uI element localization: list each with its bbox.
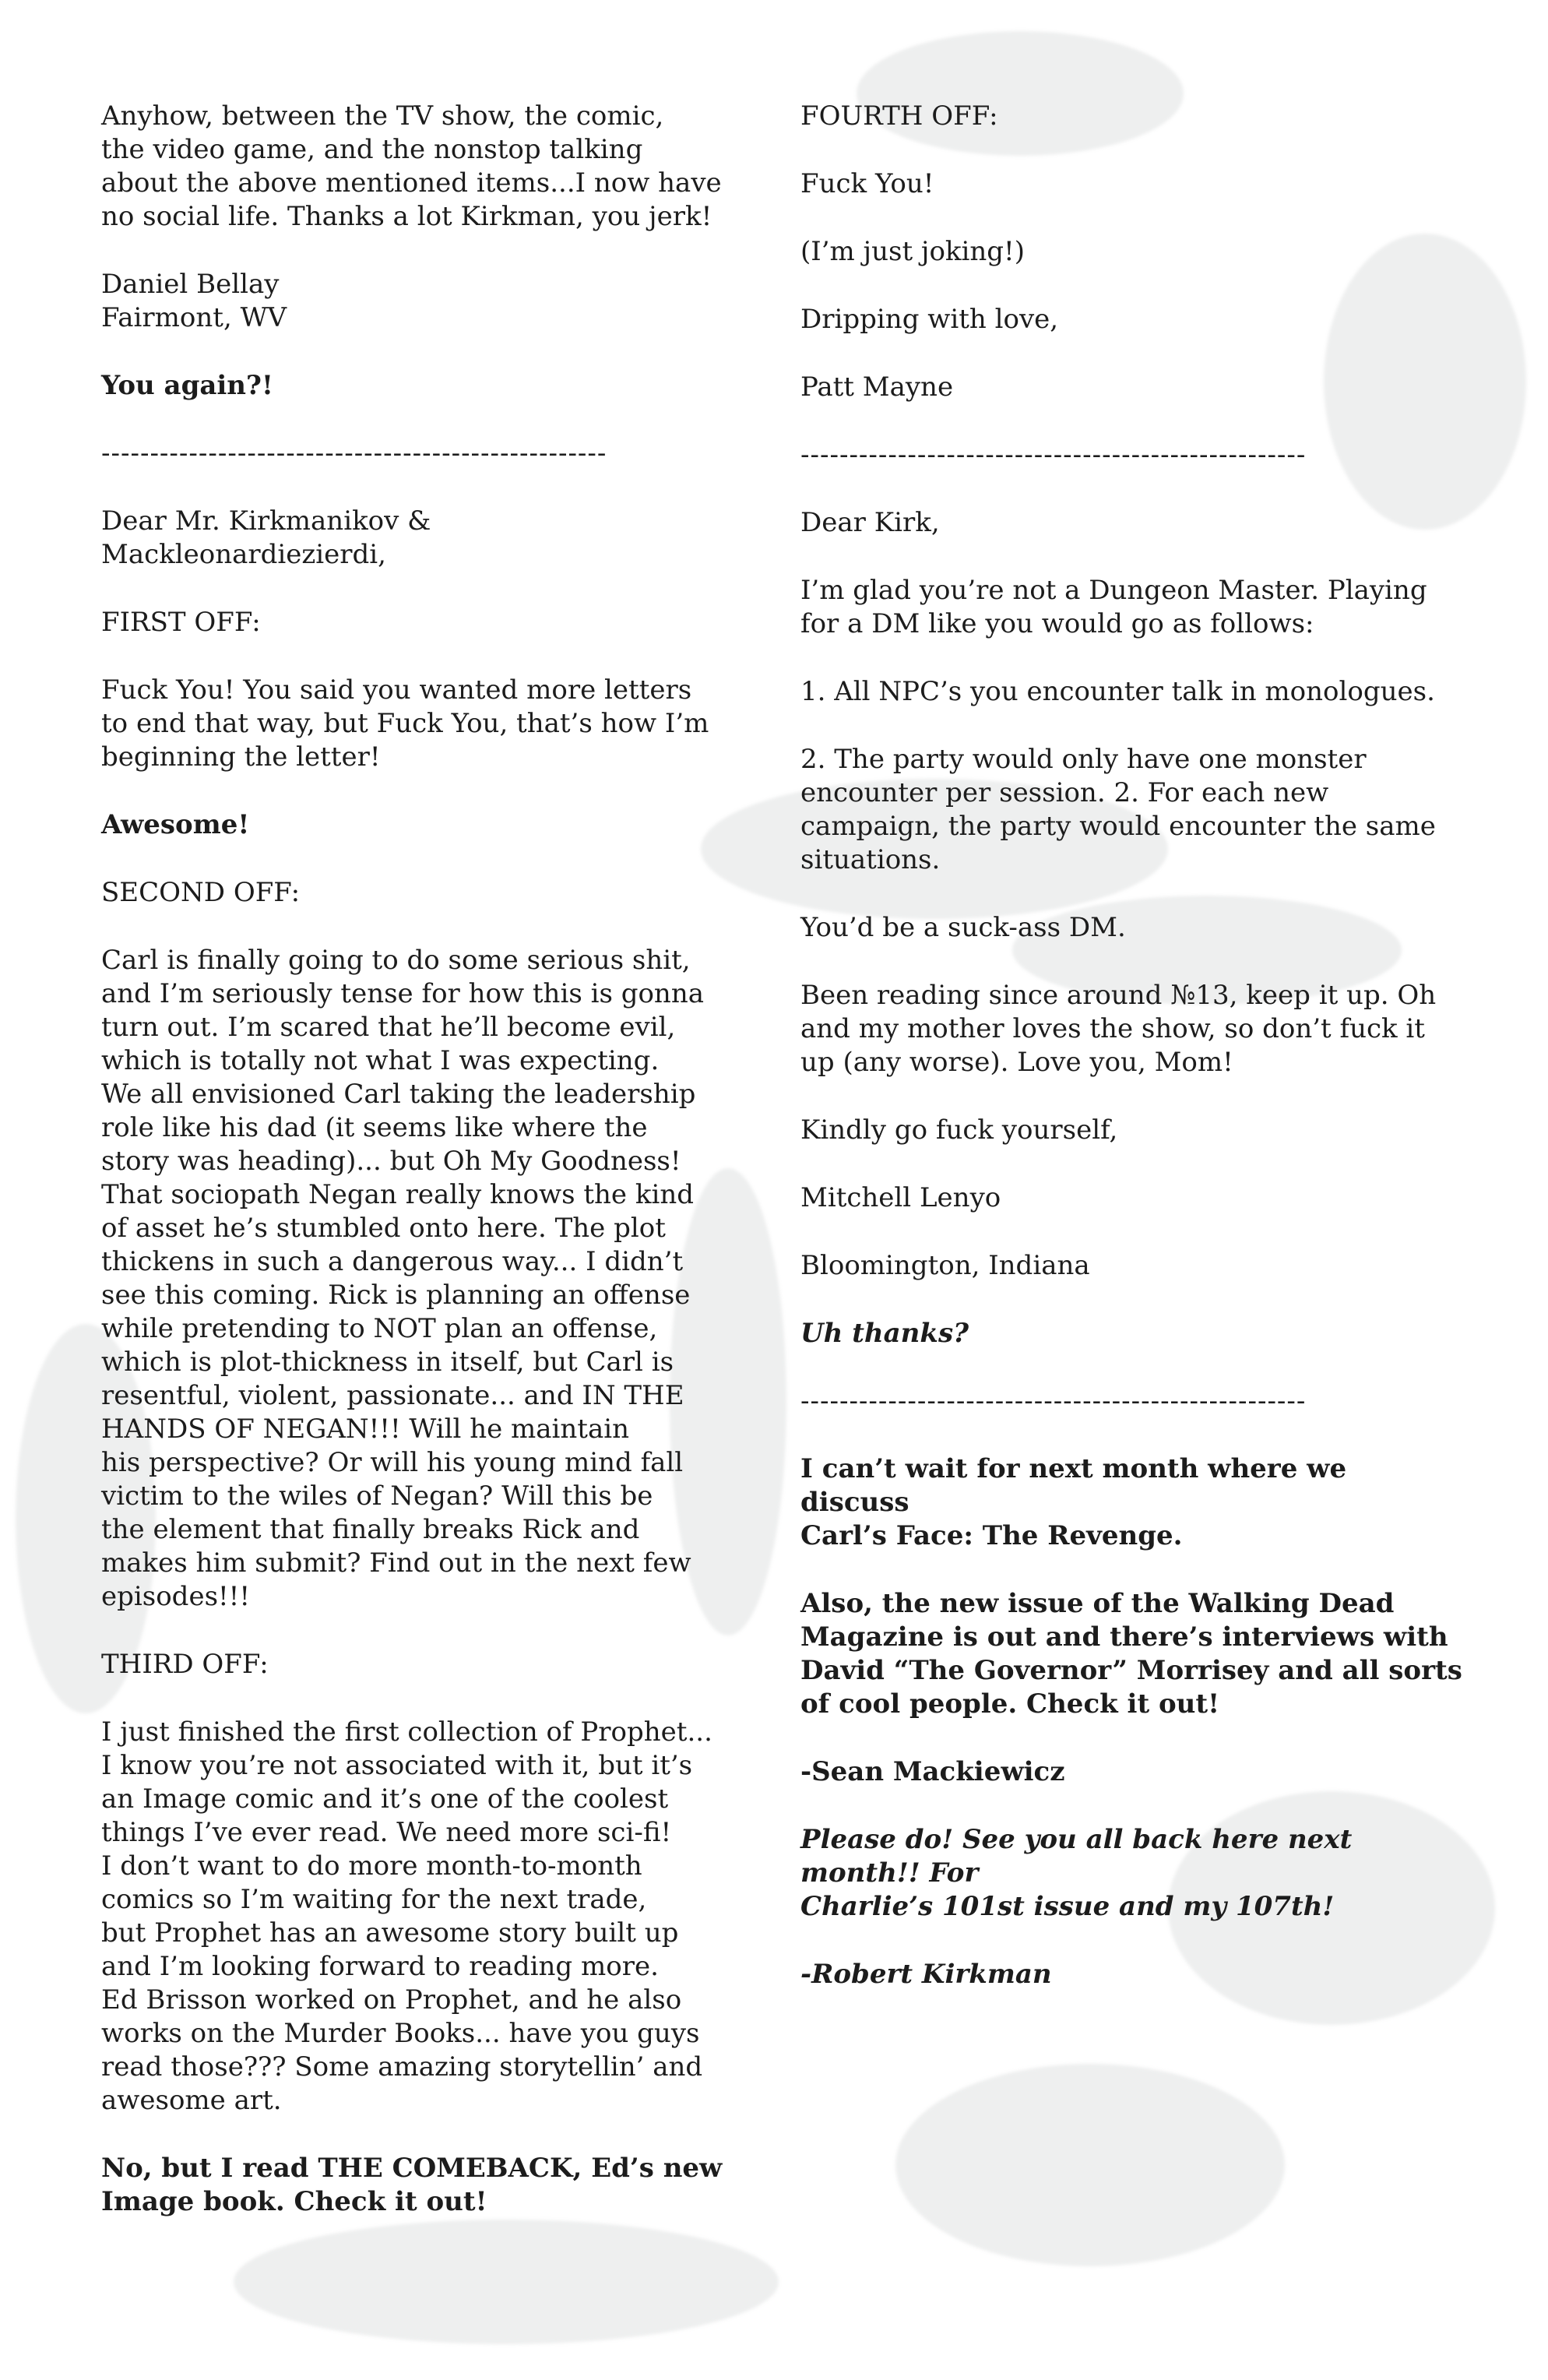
- divider: ----------------------------------------------------: [800, 1385, 1307, 1417]
- reply-awesome: Awesome!: [101, 809, 250, 840]
- editor-note-2: Also, the new issue of the Walking Dead Magazine is out and there’s interviews with David “The Governor” Morrisey and all sorts of cool people. Check it out!: [800, 1588, 1462, 1720]
- first-off-body: Fuck You! You said you wanted more letters to end that way, but Fuck You, that’s how I’m beginning the letter!: [101, 674, 709, 773]
- second-off-body: Carl is finally going to do some serious shit, and I’m seriously tense for how this is gonna turn out. I’m scared that he’ll become evil, which is totally not what I was expecting. We all envisioned Carl taking the leadership role like his dad (it seems like where the story was heading)... but Oh My Goodness! That sociopath Negan really knows the kind of asset he’s stumbled onto here. The plot thickens in such a dangerous way... I didn’t see this coming. Rick is planning an offense while pretending to NOT plan an offense, which is plot-thickness in itself, but Carl is resentful, violent, passionate... and IN THE HANDS OF NEGAN!!! Will he maintain his perspective? Or will his young mind fall victim to the wiles of Negan? Will this be the element that finally breaks Rick and makes him submit? Find out in the next few episodes!!!: [101, 945, 704, 1612]
- letter-1-signature-name: Daniel Bellay: [101, 269, 280, 300]
- dm-intro: I’m glad you’re not a Dungeon Master. Playing for a DM like you would go as follows:: [800, 575, 1427, 639]
- letter-2-closing: Dripping with love,: [800, 304, 1059, 335]
- divider: ----------------------------------------------------: [800, 439, 1307, 470]
- editor-note-1: I can’t wait for next month where we discuss Carl’s Face: The Revenge.: [800, 1453, 1347, 1551]
- letter-2-signature: Patt Mayne: [800, 371, 954, 403]
- letter-3-signature: Mitchell Lenyo: [800, 1182, 1001, 1213]
- reply-you-again: You again?!: [101, 370, 273, 401]
- right-column: [800, 100, 1462, 2026]
- third-off-heading: THIRD OFF:: [101, 1649, 269, 1680]
- kirkman-note: Please do! See you all back here next month!! For Charlie’s 101st issue and my 107th!: [800, 1824, 1353, 1922]
- joking-line: (I’m just joking!): [800, 236, 1025, 267]
- dm-item-2: 2. The party would only have one monster encounter per session. 2. For each new campaign, the party would encounter the same situations.: [800, 744, 1436, 875]
- first-off-heading: FIRST OFF:: [101, 607, 261, 638]
- letter-1-body: Anyhow, between the TV show, the comic, the video game, and the nonstop talking about the above mentioned items...I now have no social life. Thanks a lot Kirkman, you jerk!: [101, 100, 722, 232]
- letter-2-salutation: Dear Mr. Kirkmanikov & Mackleonardiezierdi,: [101, 505, 431, 570]
- kirkman-signature: -Robert Kirkman: [800, 1959, 1052, 1990]
- left-column: [101, 100, 755, 2253]
- second-off-heading: SECOND OFF:: [101, 877, 301, 908]
- reply-comeback: No, but I read THE COMEBACK, Ed’s new Image book. Check it out!: [101, 2153, 723, 2217]
- letter-3-salutation: Dear Kirk,: [800, 507, 940, 538]
- editor-signature: -Sean Mackiewicz: [800, 1756, 1065, 1787]
- letter-3-closing: Kindly go fuck yourself,: [800, 1114, 1118, 1146]
- letter-1-signature-location: Fairmont, WV: [101, 302, 287, 333]
- dm-item-1: 1. All NPC’s you encounter talk in monologues.: [800, 676, 1435, 707]
- fourth-off-body: Fuck You!: [800, 168, 934, 199]
- reply-thanks: Uh thanks?: [800, 1318, 969, 1349]
- letter-3-location: Bloomington, Indiana: [800, 1250, 1090, 1281]
- third-off-body: I just finished the first collection of Prophet... I know you’re not associated with it, but it’s an Image comic and it’s one of the coolest things I’ve ever read. We need more sci-fi! I don’t want to do more month-to-month comics so I’m waiting for the next trade, but Prophet has an awesome story built up and I’m looking forward to reading more. Ed Brisson worked on Prophet, and he also works on the Murder Books... have you guys read those??? Some amazing storytellin’ and awesome art.: [101, 1716, 712, 2116]
- divider: ----------------------------------------------------: [101, 438, 607, 469]
- fourth-off-heading: FOURTH OFF:: [800, 100, 998, 132]
- dm-suck: You’d be a suck-ass DM.: [800, 912, 1126, 943]
- reading-since: Been reading since around №13, keep it up. Oh and my mother loves the show, so don’t fuck it up (any worse). Love you, Mom!: [800, 980, 1437, 1078]
